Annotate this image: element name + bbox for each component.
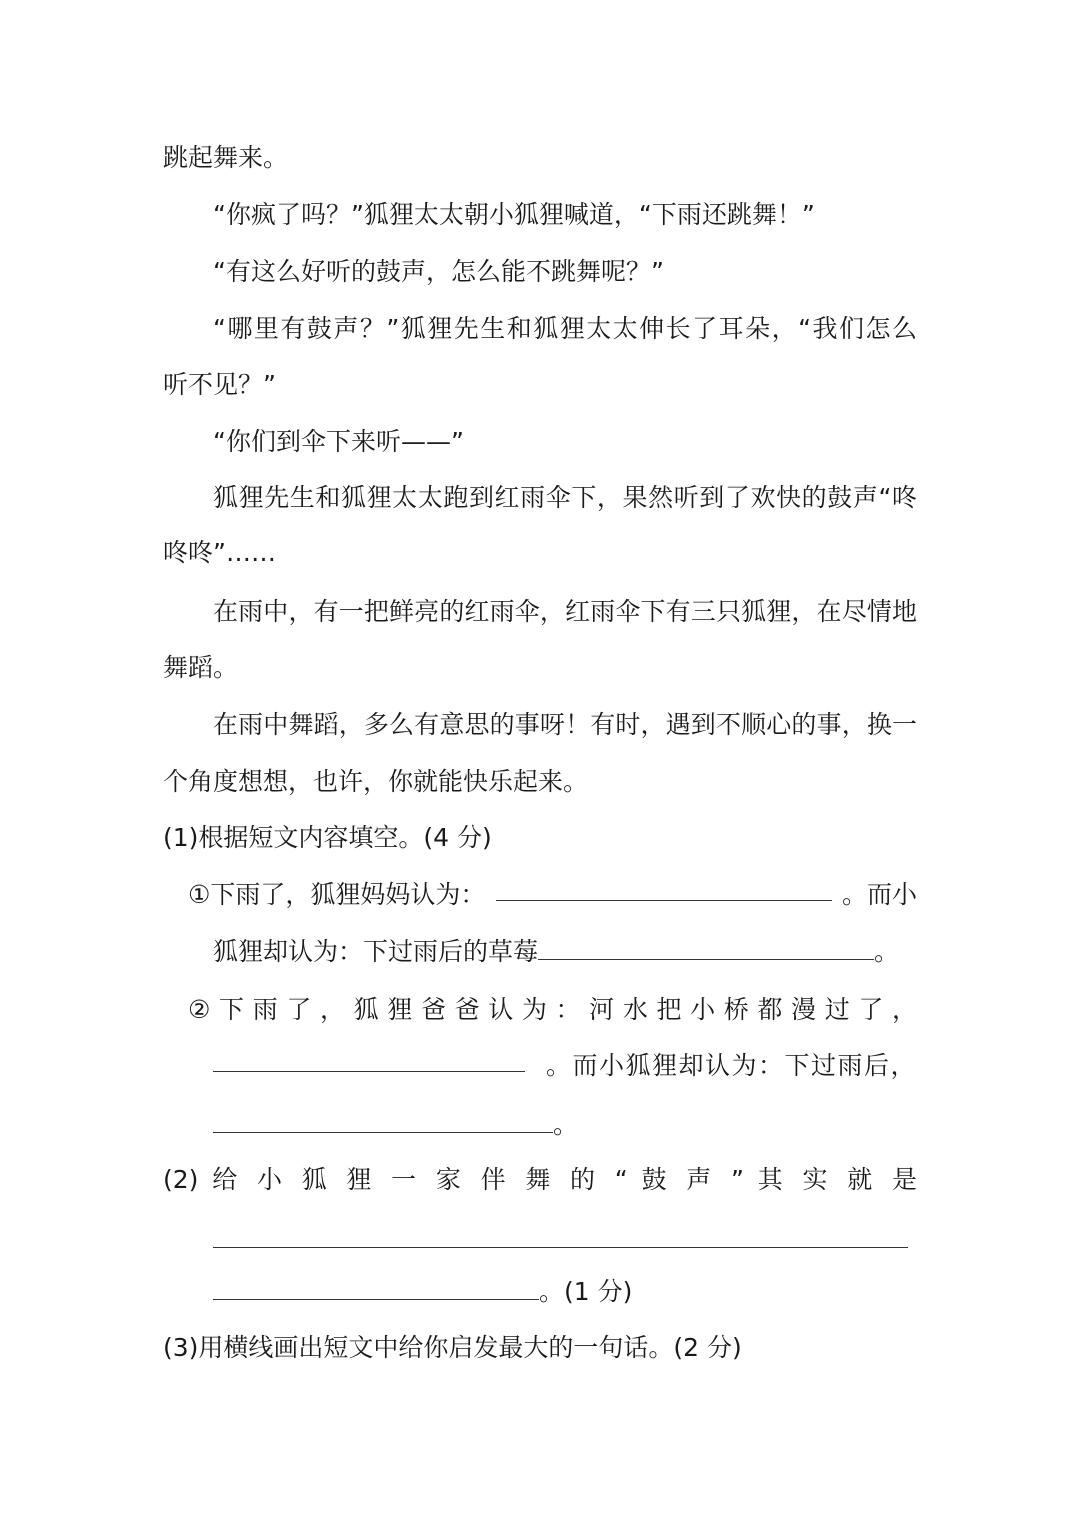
answer-blank[interactable] (213, 1277, 539, 1300)
question-2-line (213, 1275, 632, 1309)
question-1a-line (188, 878, 917, 912)
paragraph-line: 跳起舞来。 (163, 143, 289, 172)
question-text: 。 (874, 937, 900, 966)
question-2-title: (2) 给 小 狐 狸 一 家 伴 舞 的 “ 鼓 声 ” 其 实 就 是 (163, 1165, 917, 1194)
paragraph-line: 咚咚”…… (163, 538, 276, 567)
paragraph-line: 听不见？” (163, 370, 276, 399)
paragraph-line: “你疯了吗？”狐狸太太朝小狐狸喊道，“下雨还跳舞！” (213, 200, 815, 229)
question-1b2-line (213, 1049, 917, 1083)
paragraph-line: “你们到伞下来听——” (213, 427, 464, 456)
paragraph-line: “有这么好听的鼓声，怎么能不跳舞呢？” (213, 257, 664, 286)
question-1b-line: ② 下 雨 了 ， 狐 狸 爸 爸 认 为 ： 河 水 把 小 桥 都 漫 过 了 ， (188, 995, 917, 1024)
question-1-title: (1)根据短文内容填空。(4 分) (163, 823, 492, 852)
answer-blank[interactable] (213, 1225, 908, 1248)
question-1a2-line (213, 935, 899, 969)
question-text: 。(1 分) (539, 1277, 633, 1306)
paragraph-line: “哪里有鼓声？”狐狸先生和狐狸太太伸长了耳朵，“我们怎么 (213, 314, 917, 343)
question-text: ①下雨了，狐狸妈妈认为： (188, 880, 486, 909)
question-text: 狐狸却认为：下过雨后的草莓 (213, 937, 539, 966)
question-3-title: (3)用横线画出短文中给你启发最大的一句话。(2 分) (163, 1333, 742, 1362)
question-text: 。而小 (841, 880, 917, 909)
question-1b3-line (213, 1108, 578, 1142)
answer-blank[interactable] (496, 878, 832, 901)
paragraph-line: 狐狸先生和狐狸太太跑到红雨伞下，果然听到了欢快的鼓声“咚 (213, 483, 917, 512)
paragraph-line: 个角度想想，也许，你就能快乐起来。 (163, 767, 589, 796)
paragraph-line: 在雨中舞蹈，多么有意思的事呀！有时，遇到不顺心的事，换一 (213, 710, 917, 739)
question-text: 。 (553, 1110, 579, 1139)
question-2-line (213, 1223, 908, 1257)
question-text: 。而小狐狸却认为：下过雨后， (545, 1051, 917, 1080)
answer-blank[interactable] (213, 1110, 553, 1133)
paragraph-line: 舞蹈。 (163, 653, 239, 682)
paragraph-line: 在雨中，有一把鲜亮的红雨伞，红雨伞下有三只狐狸，在尽情地 (213, 597, 917, 626)
answer-blank[interactable] (213, 1049, 525, 1072)
answer-blank[interactable] (538, 937, 874, 960)
